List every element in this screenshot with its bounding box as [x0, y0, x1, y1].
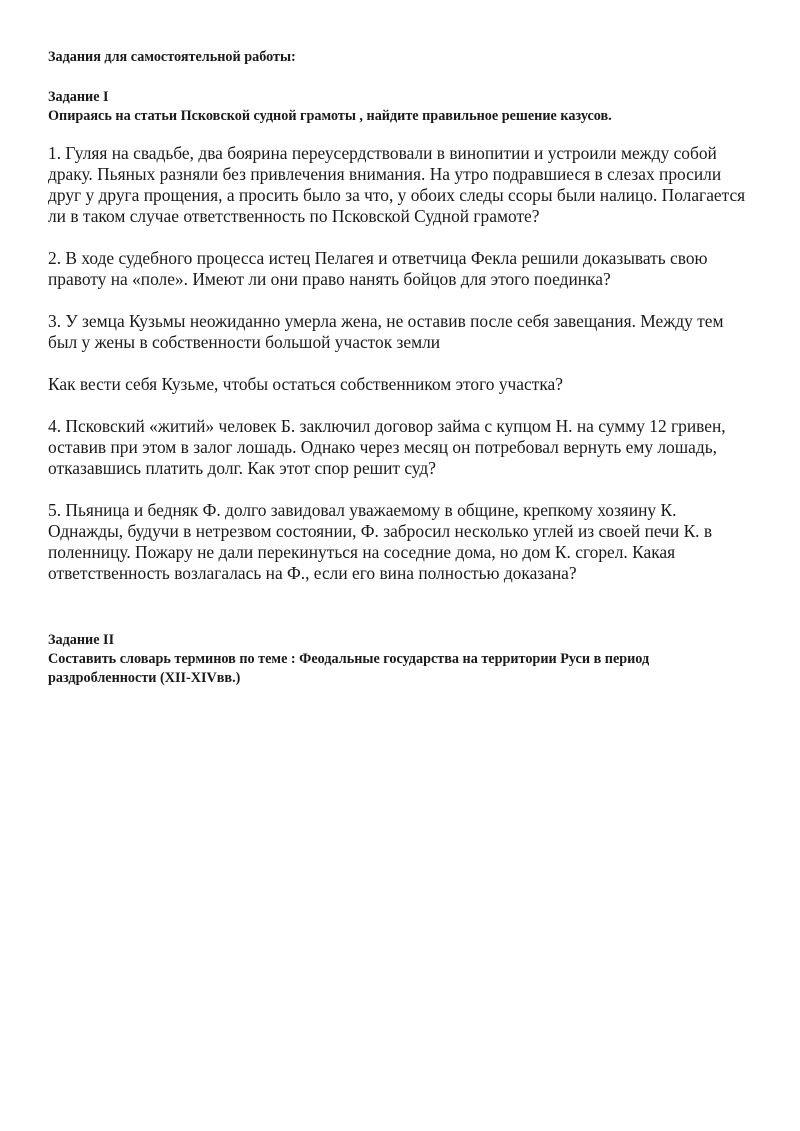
spacer: [48, 126, 758, 143]
spacer: [48, 395, 758, 416]
task1-instruction: Опираясь на статьи Псковской судной грамоты , найдите правильное решение казусов.: [48, 108, 612, 124]
task2-title: Задание II: [48, 632, 115, 648]
spacer: [48, 290, 758, 311]
spacer: [48, 67, 758, 88]
case-4: 4. Псковский «житий» человек Б. заключил договор займа с купцом Н. на сумму 12 гривен, оставив при этом в залог лошадь. Однако через месяц он потребовал вернуть ему лошадь, отказавшись платить долг. Как этот спор решит суд?: [48, 416, 726, 478]
spacer: [48, 479, 758, 500]
spacer: [48, 584, 758, 631]
case-5: 5. Пьяница и бедняк Ф. долго завидовал уважаемому в общине, крепкому хозяину К. Однажды, будучи в нетрезвом состоянии, Ф. забросил несколько углей из своей печи К. в поленницу. Пожару не дали перекинуться на соседние дома, но дом К. сгорел. Какая ответственность возлагалась на Ф., если его вина полностью доказана?: [48, 500, 713, 583]
case-2: 2. В ходе судебного процесса истец Пелагея и ответчица Фекла решили доказывать свою правоту на «поле». Имеют ли они право нанять бойцов для этого поединка?: [48, 248, 708, 289]
spacer: [48, 353, 758, 374]
main-heading: Задания для самостоятельной работы:: [48, 49, 296, 65]
case-3-question: Как вести себя Кузьме, чтобы остаться собственником этого участка?: [48, 374, 563, 394]
task2-instruction: Составить словарь терминов по теме : Феодальные государства на территории Руси в период раздробленности (XII-XIVвв.): [48, 651, 650, 686]
task1-title: Задание I: [48, 89, 109, 105]
case-3: 3. У земца Кузьмы неожиданно умерла жена, не оставив после себя завещания. Между тем был у жены в собственности большой участок земли: [48, 311, 724, 352]
spacer: [48, 227, 758, 248]
case-1: 1. Гуляя на свадьбе, два боярина переусердствовали в винопитии и устроили между собой драку. Пьяных разняли без привлечения внимания. На утро подравшиеся в слезах просили друг у друга прощения, а просить было за что, у обоих следы ссоры были налицо. Полагается ли в таком случае ответственность по Псковской Судной грамоте?: [48, 143, 746, 226]
document-page: [48, 48, 758, 688]
